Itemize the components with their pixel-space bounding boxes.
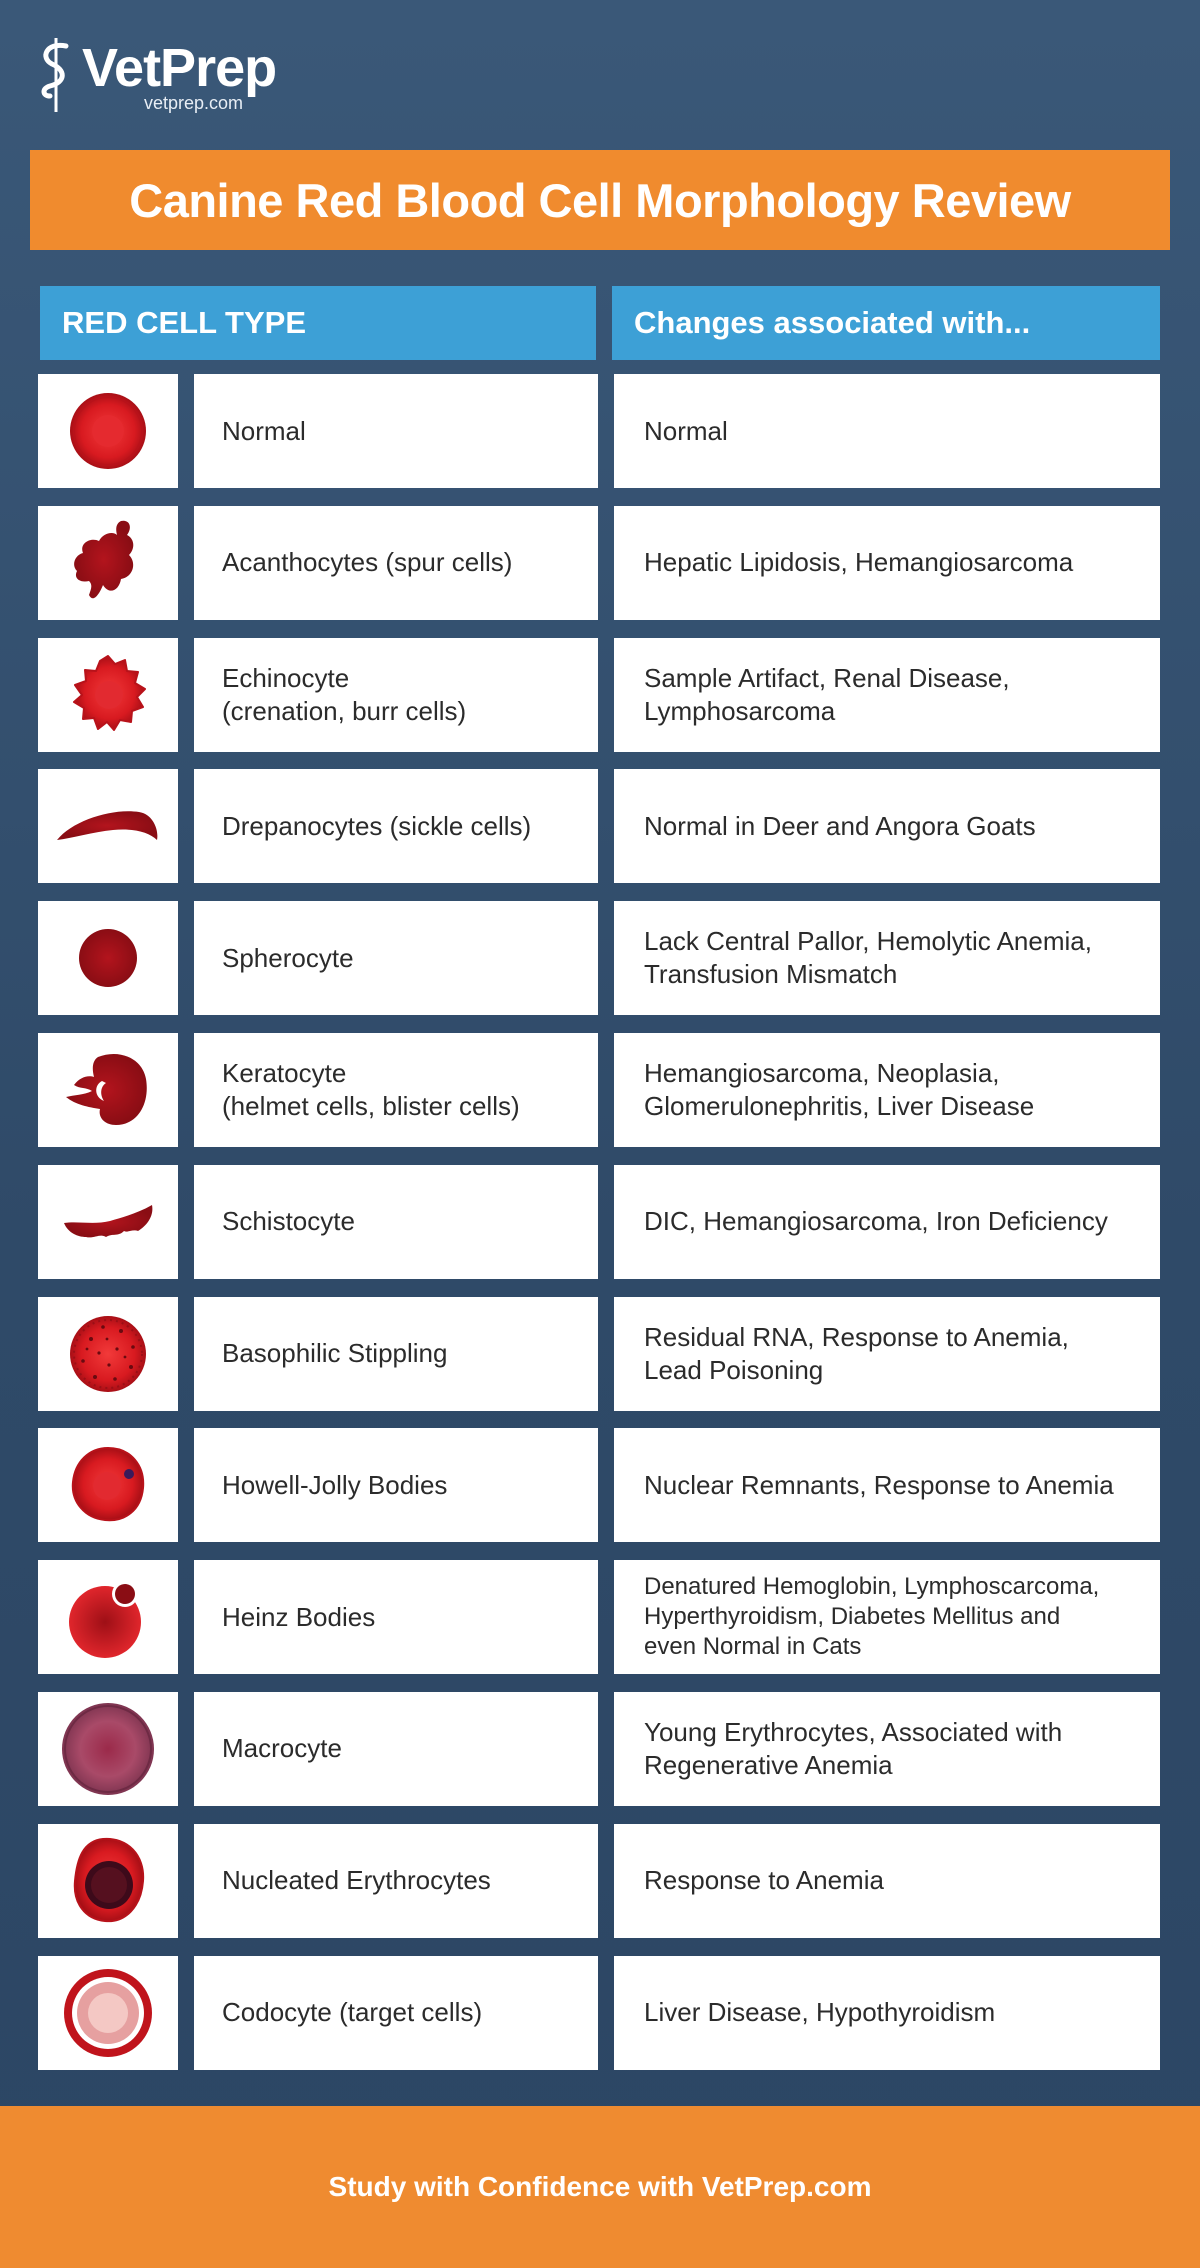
cell-changes: Normal <box>614 374 1160 488</box>
table-row <box>38 769 1162 883</box>
nucleated-erythrocyte-icon <box>63 1833 153 1929</box>
cell-type-name: Acanthocytes (spur cells) <box>194 506 598 620</box>
cell-type-name: Schistocyte <box>194 1165 598 1279</box>
table-row <box>38 506 1162 620</box>
footer-cta[interactable] <box>0 2106 1200 2268</box>
cell-changes: Residual RNA, Response to Anemia, Lead Poisoning <box>614 1297 1160 1411</box>
cell-changes: Liver Disease, Hypothyroidism <box>614 1956 1160 2070</box>
caduceus-icon <box>36 36 76 114</box>
table-row <box>38 1824 1162 1938</box>
normal-rbc-icon <box>63 386 153 476</box>
footer-text: Study with Confidence with VetPrep.com <box>328 2171 872 2202</box>
heinz-bodies-icon <box>63 1572 153 1662</box>
table-row <box>38 1428 1162 1542</box>
cell-type-name: Macrocyte <box>194 1692 598 1806</box>
cell-image <box>38 769 178 883</box>
cell-image <box>38 1692 178 1806</box>
cell-type-name: Echinocyte (crenation, burr cells) <box>194 638 598 752</box>
cell-image <box>38 1033 178 1147</box>
basophilic-stippling-icon <box>63 1309 153 1399</box>
cell-image <box>38 901 178 1015</box>
cell-type-name: Heinz Bodies <box>194 1560 598 1674</box>
cell-image <box>38 1560 178 1674</box>
brand-url: vetprep.com <box>144 93 244 113</box>
header-changes: Changes associated with... <box>612 286 1160 360</box>
spherocyte-icon <box>73 923 143 993</box>
echinocyte-icon <box>63 650 153 740</box>
cell-image <box>38 1297 178 1411</box>
table-row <box>38 1692 1162 1806</box>
cell-image <box>38 506 178 620</box>
cell-changes: Normal in Deer and Angora Goats <box>614 769 1160 883</box>
cell-changes: Sample Artifact, Renal Disease, Lymphosarcoma <box>614 638 1160 752</box>
cell-type-name: Howell-Jolly Bodies <box>194 1428 598 1542</box>
cell-changes: Young Erythrocytes, Associated with Regenerative Anemia <box>614 1692 1160 1806</box>
cell-changes: Denatured Hemoglobin, Lymphoscarcoma, Hyperthyroidism, Diabetes Mellitus and even Normal in Cats <box>614 1560 1160 1674</box>
brand-name: VetPrep <box>82 38 277 98</box>
table-row <box>38 1165 1162 1279</box>
drepanocyte-icon <box>53 796 163 856</box>
cell-type-name: Drepanocytes (sickle cells) <box>194 769 598 883</box>
table-row <box>38 638 1162 752</box>
table-row <box>38 1560 1162 1674</box>
keratocyte-icon <box>58 1045 158 1135</box>
cell-changes: Response to Anemia <box>614 1824 1160 1938</box>
table-row <box>38 1297 1162 1411</box>
cell-image <box>38 1165 178 1279</box>
cell-type-name: Spherocyte <box>194 901 598 1015</box>
table-row <box>38 1956 1162 2070</box>
cell-type-name: Codocyte (target cells) <box>194 1956 598 2070</box>
cell-changes: DIC, Hemangiosarcoma, Iron Deficiency <box>614 1165 1160 1279</box>
page-title: Canine Red Blood Cell Morphology Review <box>30 150 1170 250</box>
cell-image <box>38 1428 178 1542</box>
cell-type-name: Nucleated Erythrocytes <box>194 1824 598 1938</box>
cell-changes: Hepatic Lipidosis, Hemangiosarcoma <box>614 506 1160 620</box>
acanthocyte-icon <box>63 513 153 613</box>
cell-type-name: Basophilic Stippling <box>194 1297 598 1411</box>
header-red-cell-type: RED CELL TYPE <box>40 286 596 360</box>
cell-changes: Hemangiosarcoma, Neoplasia, Glomerulonephritis, Liver Disease <box>614 1033 1160 1147</box>
howell-jolly-icon <box>63 1440 153 1530</box>
table-row <box>38 1033 1162 1147</box>
codocyte-icon <box>60 1965 156 2061</box>
cell-image <box>38 1956 178 2070</box>
cell-changes: Lack Central Pallor, Hemolytic Anemia, Transfusion Mismatch <box>614 901 1160 1015</box>
cell-type-name: Keratocyte (helmet cells, blister cells) <box>194 1033 598 1147</box>
cell-changes: Nuclear Remnants, Response to Anemia <box>614 1428 1160 1542</box>
cell-image <box>38 374 178 488</box>
morphology-table <box>38 374 1162 2087</box>
table-row <box>38 901 1162 1015</box>
schistocyte-icon <box>58 1197 158 1247</box>
vetprep-logo <box>36 36 296 114</box>
table-row <box>38 374 1162 488</box>
cell-image <box>38 638 178 752</box>
macrocyte-icon <box>58 1699 158 1799</box>
cell-type-name: Normal <box>194 374 598 488</box>
cell-image <box>38 1824 178 1938</box>
